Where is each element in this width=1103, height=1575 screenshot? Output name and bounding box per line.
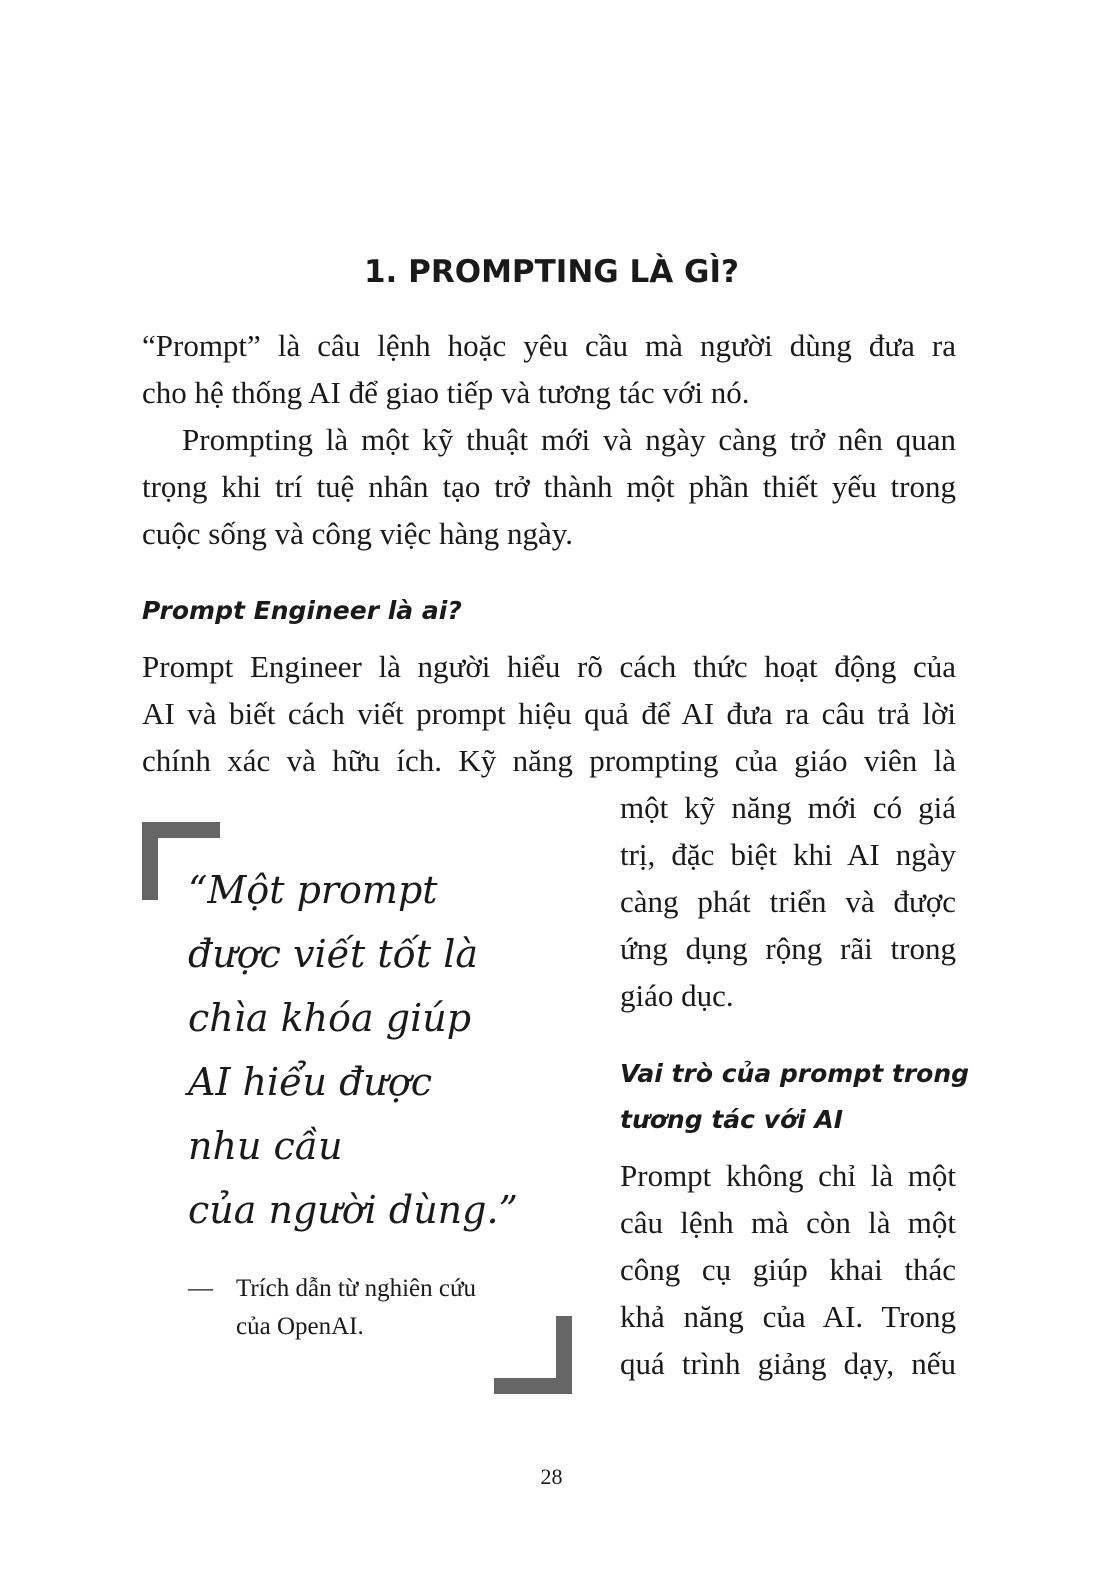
quote-line: nhu cầu [188, 1124, 343, 1168]
body-line: chính xác và hữu ích. Kỹ năng prompting của giáo viên là [142, 743, 956, 778]
body-line: ứng dụng rộng rãi trong [620, 931, 956, 966]
body-line: Prompt Engineer là người hiểu rõ cách thức hoạt động của [142, 649, 956, 684]
intro-line: “Prompt” là câu lệnh hoặc yêu cầu mà người dùng đưa ra [142, 328, 956, 363]
quote-line: AI hiểu được [188, 1060, 433, 1104]
attribution: Trích dẫn từ nghiên cứu [236, 1275, 477, 1302]
page-number: 28 [540, 1464, 563, 1489]
chapter-heading: 1. PROMPTING LÀ GÌ? [363, 254, 739, 290]
body-line: giáo dục. [620, 978, 734, 1013]
body-line: Prompt không chỉ là một [620, 1158, 956, 1193]
body-line: AI và biết cách viết prompt hiệu quả để AI đưa ra câu trả lời [142, 696, 956, 731]
quote-line: được viết tốt là [188, 932, 479, 976]
attribution-dash: — [188, 1275, 213, 1302]
body-line: câu lệnh mà còn là một [620, 1205, 956, 1240]
bracket-bottom-right-horizontal [494, 1378, 572, 1394]
quote-line: “Một prompt [188, 868, 438, 912]
section-title: Vai trò của prompt trong [620, 1059, 970, 1088]
section-title: tương tác với AI [620, 1105, 844, 1134]
section-title: Prompt Engineer là ai? [142, 596, 462, 625]
body-line: quá trình giảng dạy, nếu [620, 1346, 956, 1381]
body-line: công cụ giúp khai thác [620, 1252, 956, 1287]
body-line: một kỹ năng mới có giá [620, 790, 956, 825]
intro-line: trọng khi trí tuệ nhân tạo trở thành một phần thiết yếu trong [142, 469, 956, 504]
intro-line: cuộc sống và công việc hàng ngày. [142, 516, 573, 551]
body-line: càng phát triển và được [620, 884, 956, 919]
quote-line: của người dùng.” [188, 1188, 518, 1232]
attribution: của OpenAI. [236, 1313, 364, 1340]
intro-line: cho hệ thống AI để giao tiếp và tương tác với nó. [142, 375, 750, 410]
quote-line: chìa khóa giúp [188, 996, 472, 1040]
body-line: trị, đặc biệt khi AI ngày [620, 837, 956, 872]
bracket-top-left-vertical [142, 822, 158, 900]
body-line: khả năng của AI. Trong [620, 1299, 956, 1334]
intro-line: Prompting là một kỹ thuật mới và ngày càng trở nên quan [182, 422, 956, 457]
